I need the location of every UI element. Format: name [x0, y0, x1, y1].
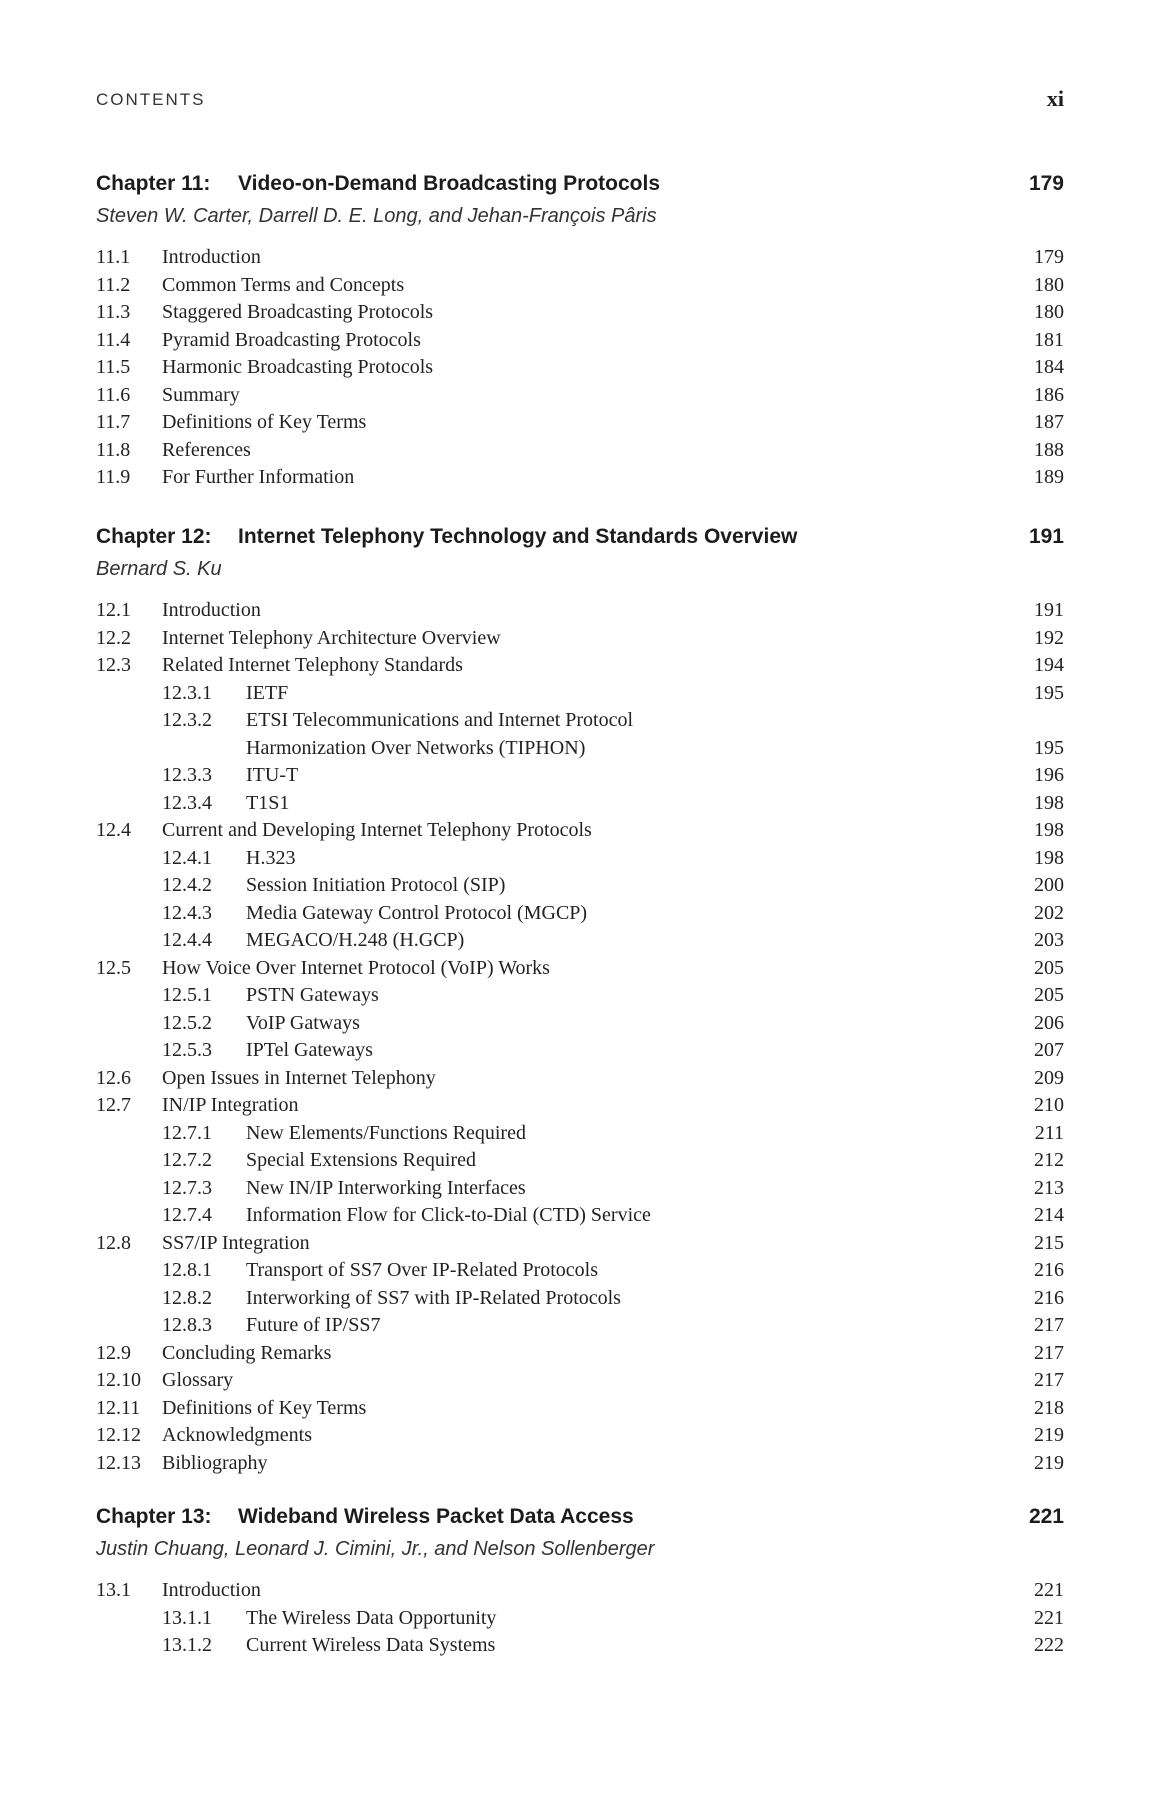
entry-number: 12.2 [96, 626, 131, 649]
toc-entry[interactable] [96, 1369, 1064, 1397]
toc-entry[interactable] [96, 599, 1064, 627]
entry-number: 12.5.3 [162, 1039, 212, 1061]
entry-title: IPTel Gateways [246, 1039, 373, 1061]
entry-list [96, 1579, 1064, 1662]
entry-title: New Elements/Functions Required [246, 1121, 526, 1144]
toc-entry[interactable] [96, 1579, 1064, 1607]
entry-title: SS7/IP Integration [162, 1231, 310, 1254]
toc-entry[interactable] [96, 682, 1064, 710]
chapter-13 [96, 1505, 1064, 1662]
entry-title: Harmonization Over Networks (TIPHON) [246, 736, 586, 759]
entry-page: 184 [1034, 356, 1064, 378]
entry-page: 187 [1034, 411, 1064, 433]
entry-number: 12.3.3 [162, 764, 212, 786]
entry-number: 12.7.3 [162, 1176, 212, 1199]
entry-list [96, 246, 1064, 494]
entry-page: 217 [1034, 1369, 1064, 1391]
toc-entry[interactable] [96, 654, 1064, 682]
entry-page: 217 [1034, 1314, 1064, 1336]
entry-title: PSTN Gateways [246, 984, 379, 1006]
entry-page: 205 [1034, 956, 1064, 979]
entry-title: How Voice Over Internet Protocol (VoIP) Works [162, 956, 550, 979]
entry-title: References [162, 438, 251, 461]
running-head: CONTENTS [96, 90, 206, 109]
toc-entry[interactable] [96, 1607, 1064, 1635]
entry-page: 210 [1034, 1094, 1064, 1116]
entry-title: Pyramid Broadcasting Protocols [162, 328, 421, 351]
toc-entry[interactable] [96, 466, 1064, 494]
entry-number: 12.7.4 [162, 1204, 212, 1226]
entry-list [96, 599, 1064, 1479]
chapter-label: Chapter 13: [96, 1505, 212, 1528]
entry-page: 195 [1034, 736, 1064, 759]
toc-entry[interactable] [96, 1452, 1064, 1480]
toc-entry[interactable] [96, 329, 1064, 357]
chapter-title: Internet Telephony Technology and Standards Overview [238, 525, 798, 548]
toc-entry[interactable] [96, 1067, 1064, 1095]
entry-page: 198 [1034, 846, 1064, 869]
chapter-page: 191 [1028, 525, 1064, 548]
entry-number: 11.6 [96, 383, 131, 406]
toc-entry[interactable] [96, 411, 1064, 439]
toc-entry[interactable] [96, 929, 1064, 957]
entry-title: Future of IP/SS7 [246, 1314, 381, 1336]
entry-page: 186 [1034, 383, 1064, 406]
chapter-label: Chapter 11: [96, 172, 211, 195]
toc-entry[interactable] [96, 274, 1064, 302]
entry-number: 12.4 [96, 819, 131, 841]
toc-entry[interactable] [96, 737, 1064, 765]
entry-page: 198 [1034, 791, 1064, 814]
entry-page: 206 [1034, 1011, 1064, 1034]
entry-page: 191 [1034, 599, 1064, 621]
entry-number: 13.1.2 [162, 1634, 212, 1656]
page-header [96, 86, 1064, 112]
toc-entry[interactable] [96, 957, 1064, 985]
entry-page: 189 [1034, 466, 1064, 488]
page-number: xi [1046, 86, 1064, 111]
chapter-authors: Bernard S. Ku [96, 558, 222, 580]
entry-title: For Further Information [162, 466, 355, 488]
entry-title: The Wireless Data Opportunity [246, 1606, 497, 1629]
chapter-11 [96, 172, 1064, 494]
entry-number: 12.3.2 [162, 709, 212, 731]
chapter-page: 221 [1028, 1505, 1064, 1528]
entry-title: Media Gateway Control Protocol (MGCP) [246, 901, 588, 924]
entry-title: Introduction [162, 246, 261, 268]
toc-entry[interactable] [96, 1122, 1064, 1150]
entry-number: 11.2 [96, 273, 131, 296]
entry-page: 215 [1034, 1231, 1064, 1254]
entry-page: 202 [1034, 901, 1064, 924]
toc-entry[interactable] [96, 1342, 1064, 1370]
toc-entry[interactable] [96, 792, 1064, 820]
entry-number: 12.7.1 [162, 1121, 212, 1144]
toc-entry[interactable] [96, 1287, 1064, 1315]
entry-title: ITU-T [246, 764, 299, 786]
entry-page: 217 [1034, 1341, 1064, 1364]
entry-page: 219 [1034, 1451, 1064, 1474]
entry-number: 11.4 [96, 328, 131, 351]
entry-title: Concluding Remarks [162, 1341, 332, 1364]
entry-page: 221 [1034, 1579, 1064, 1601]
entry-number: 11.1 [96, 246, 131, 268]
chapter-heading[interactable] [96, 172, 1064, 202]
toc-entry[interactable] [96, 301, 1064, 329]
toc-entry[interactable] [96, 1204, 1064, 1232]
entry-number: 12.4.3 [162, 901, 212, 924]
entry-page: 195 [1034, 681, 1064, 704]
entry-number: 12.1 [96, 599, 131, 621]
entry-number: 12.8.2 [162, 1286, 212, 1309]
entry-number: 12.4.1 [162, 846, 212, 869]
entry-title: VoIP Gatways [246, 1011, 360, 1034]
entry-number: 12.5.1 [162, 984, 212, 1006]
entry-number: 11.7 [96, 411, 131, 433]
entry-title: Information Flow for Click-to-Dial (CTD) Service [246, 1204, 651, 1226]
toc-entry[interactable] [96, 439, 1064, 467]
entry-number: 12.8.1 [162, 1259, 212, 1281]
entry-title: IN/IP Integration [162, 1094, 299, 1116]
entry-number: 12.10 [96, 1369, 141, 1391]
entry-number: 12.8.3 [162, 1314, 212, 1336]
entry-number: 12.4.2 [162, 874, 212, 896]
toc-entry[interactable] [96, 764, 1064, 792]
toc-entry[interactable] [96, 627, 1064, 655]
entry-title: MEGACO/H.248 (H.GCP) [246, 929, 465, 951]
toc-entry[interactable] [96, 874, 1064, 902]
entry-title: Transport of SS7 Over IP-Related Protocols [246, 1259, 599, 1281]
entry-page: 212 [1034, 1149, 1064, 1171]
entry-number: 11.5 [96, 356, 131, 378]
toc-entry[interactable] [96, 847, 1064, 875]
chapter-title: Wideband Wireless Packet Data Access [238, 1505, 634, 1528]
toc-entry[interactable] [96, 1094, 1064, 1122]
toc-entry[interactable] [96, 1424, 1064, 1452]
entry-title: Current Wireless Data Systems [246, 1634, 496, 1656]
entry-number: 12.5.2 [162, 1011, 212, 1034]
entry-page: 194 [1034, 654, 1064, 676]
toc-entry[interactable] [96, 1314, 1064, 1342]
entry-title: Harmonic Broadcasting Protocols [162, 356, 434, 378]
entry-number: 12.9 [96, 1341, 131, 1364]
entry-title: Summary [162, 383, 240, 406]
entry-page: 179 [1034, 246, 1064, 268]
toc-entry[interactable] [96, 902, 1064, 930]
entry-page: 216 [1034, 1259, 1064, 1281]
entry-number: 12.3 [96, 654, 131, 676]
entry-number: 13.1 [96, 1579, 131, 1601]
chapter-authors: Steven W. Carter, Darrell D. E. Long, and Jehan-François Pâris [96, 205, 657, 227]
entry-page: 180 [1034, 301, 1064, 323]
entry-title: Acknowledgments [162, 1424, 312, 1446]
entry-title: Internet Telephony Architecture Overview [162, 626, 501, 649]
entry-number: 12.7.2 [162, 1149, 212, 1171]
toc-entry[interactable] [96, 1012, 1064, 1040]
entry-page: 203 [1034, 929, 1064, 951]
entry-number: 12.4.4 [162, 929, 212, 951]
entry-title: Introduction [162, 599, 261, 621]
entry-title: New IN/IP Interworking Interfaces [246, 1176, 526, 1199]
entry-page: 207 [1034, 1039, 1064, 1061]
entry-title: Interworking of SS7 with IP-Related Protocols [246, 1286, 621, 1309]
chapter-heading[interactable] [96, 1505, 1064, 1535]
entry-number: 12.5 [96, 956, 131, 979]
entry-title: Special Extensions Required [246, 1149, 476, 1171]
entry-number: 12.13 [96, 1451, 141, 1474]
toc-entry[interactable] [96, 1259, 1064, 1287]
entry-page: 192 [1034, 626, 1064, 649]
entry-title: Bibliography [162, 1451, 268, 1474]
toc-entry[interactable] [96, 709, 1064, 737]
entry-title: Definitions of Key Terms [162, 1396, 367, 1419]
entry-title: Current and Developing Internet Telephony Protocols [162, 819, 592, 841]
entry-title: ETSI Telecommunications and Internet Protocol [246, 709, 634, 731]
entry-title: Open Issues in Internet Telephony [162, 1066, 436, 1089]
entry-title: Definitions of Key Terms [162, 411, 367, 433]
chapter-heading[interactable] [96, 525, 1064, 555]
entry-title: IETF [246, 681, 289, 704]
chapter-title: Video-on-Demand Broadcasting Protocols [238, 172, 660, 195]
entry-page: 214 [1034, 1204, 1064, 1226]
entry-number: 11.9 [96, 466, 131, 488]
entry-title: Common Terms and Concepts [162, 273, 405, 296]
toc-entry[interactable] [96, 819, 1064, 847]
chapter-page: 179 [1028, 172, 1064, 195]
entry-page: 180 [1034, 273, 1064, 296]
toc-entry[interactable] [96, 1149, 1064, 1177]
toc-entry[interactable] [96, 1039, 1064, 1067]
entry-page: 221 [1034, 1606, 1064, 1629]
entry-number: 12.6 [96, 1066, 131, 1089]
entry-number: 12.7 [96, 1094, 131, 1116]
entry-number: 12.11 [96, 1396, 141, 1419]
entry-page: 211 [1034, 1121, 1064, 1144]
chapter-12 [96, 525, 1064, 1479]
entry-page: 218 [1034, 1396, 1064, 1419]
entry-number: 13.1.1 [162, 1606, 212, 1629]
entry-number: 12.12 [96, 1424, 141, 1446]
entry-title: Session Initiation Protocol (SIP) [246, 874, 506, 896]
entry-title: Staggered Broadcasting Protocols [162, 301, 434, 323]
entry-title: H.323 [246, 846, 296, 869]
toc-entry[interactable] [96, 1634, 1064, 1662]
entry-title: Glossary [162, 1369, 234, 1391]
chapter-label: Chapter 12: [96, 525, 212, 548]
entry-page: 181 [1034, 328, 1064, 351]
entry-page: 222 [1034, 1634, 1064, 1656]
entry-title: Introduction [162, 1579, 261, 1601]
entry-number: 11.3 [96, 301, 131, 323]
entry-page: 219 [1034, 1424, 1064, 1446]
toc-entry[interactable] [96, 384, 1064, 412]
toc-entry[interactable] [96, 1397, 1064, 1425]
entry-page: 209 [1034, 1066, 1064, 1089]
toc-entry[interactable] [96, 246, 1064, 274]
chapter-authors: Justin Chuang, Leonard J. Cimini, Jr., and Nelson Sollenberger [96, 1538, 655, 1560]
entry-page: 188 [1034, 438, 1064, 461]
entry-page: 216 [1034, 1286, 1064, 1309]
toc-entry[interactable] [96, 356, 1064, 384]
toc-entry[interactable] [96, 1177, 1064, 1205]
entry-page: 205 [1034, 984, 1064, 1006]
entry-number: 11.8 [96, 438, 131, 461]
entry-page: 198 [1034, 819, 1064, 841]
entry-title: T1S1 [246, 791, 290, 814]
toc-entry[interactable] [96, 984, 1064, 1012]
entry-page: 196 [1034, 764, 1064, 786]
entry-number: 12.3.1 [162, 681, 212, 704]
toc-entry[interactable] [96, 1232, 1064, 1260]
entry-number: 12.8 [96, 1231, 131, 1254]
entry-page: 213 [1034, 1176, 1064, 1199]
entry-number: 12.3.4 [162, 791, 212, 814]
entry-page: 200 [1034, 874, 1064, 896]
entry-title: Related Internet Telephony Standards [162, 654, 463, 676]
